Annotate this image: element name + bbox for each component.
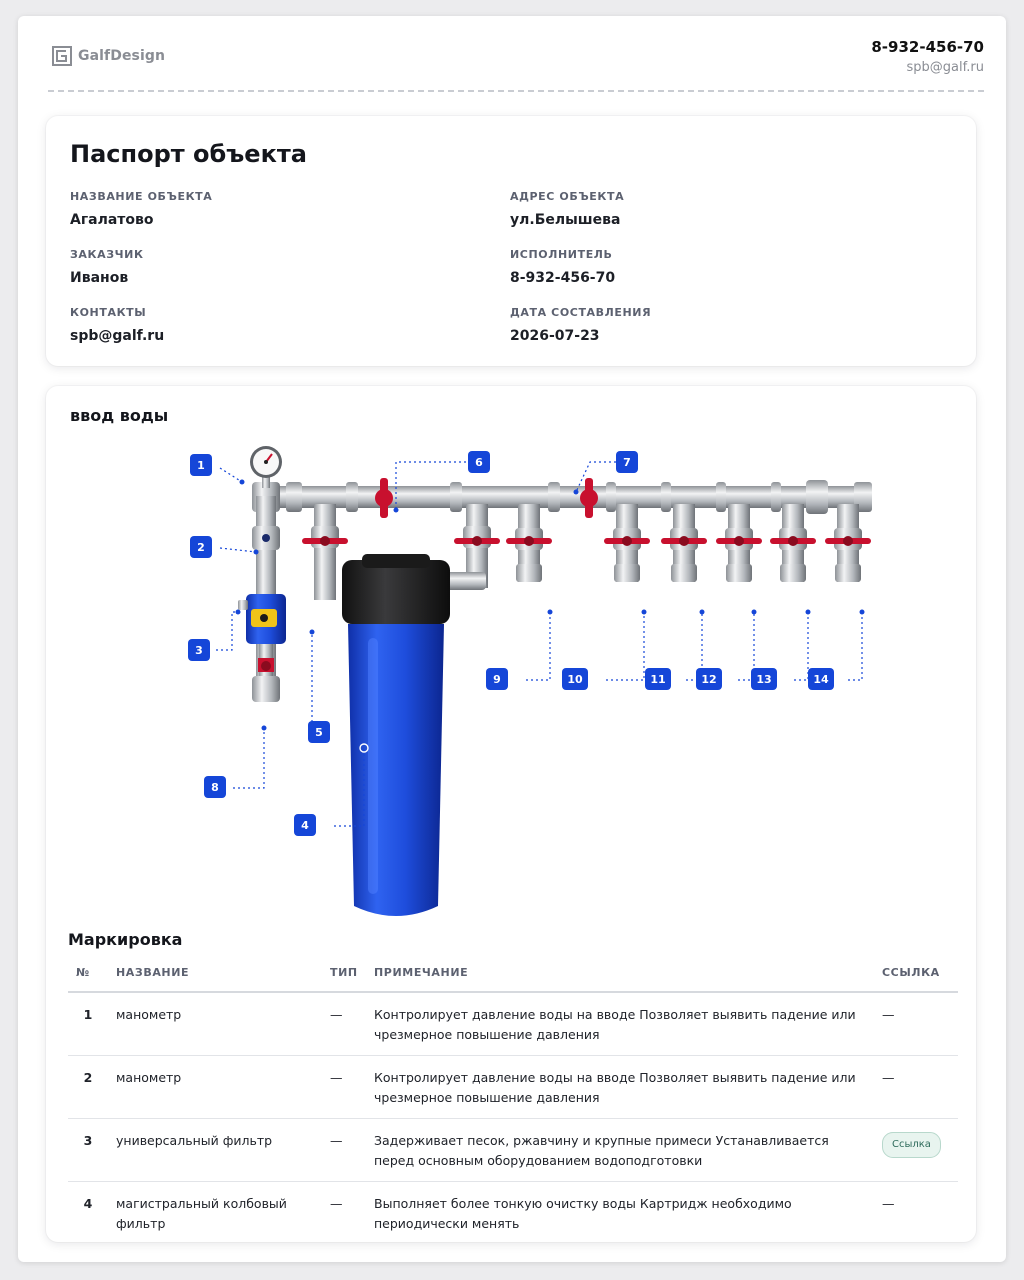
link-badge[interactable]: Ссылка — [882, 1132, 941, 1158]
field-label: КОНТАКТЫ — [70, 306, 147, 319]
header-contacts — [871, 38, 984, 75]
field-label: НАЗВАНИЕ ОБЪЕКТА — [70, 190, 213, 203]
marker-11[interactable] — [645, 668, 671, 690]
logo-text: GalfDesign — [78, 48, 166, 64]
row-name: манометр — [108, 1056, 322, 1119]
row-name: универсальный фильтр — [108, 1119, 322, 1182]
passport-card — [46, 116, 976, 366]
marker-12[interactable] — [696, 668, 722, 690]
field-date — [510, 306, 651, 344]
marker-5[interactable] — [308, 721, 330, 743]
row-type: — — [322, 992, 366, 1056]
svg-text:6: 6 — [475, 456, 483, 469]
col-name: НАЗВАНИЕ — [108, 960, 322, 992]
row-link: — — [882, 1196, 895, 1211]
logo-icon — [52, 46, 72, 66]
row-link-cell — [874, 1119, 958, 1182]
header-phone[interactable]: 8-932-456-70 — [871, 38, 984, 56]
valve-handle-7 — [580, 478, 598, 518]
marker-14[interactable] — [808, 668, 834, 690]
table-row — [68, 1119, 958, 1182]
row-name: магистральный колбовый фильтр — [116, 1196, 287, 1231]
svg-text:12: 12 — [701, 673, 717, 686]
field-label: АДРЕС ОБЪЕКТА — [510, 190, 625, 203]
page-header — [18, 16, 1006, 92]
outlet-branch-9 — [506, 504, 552, 582]
field-value: Агалатово — [70, 212, 154, 228]
row-note: Задерживает песок, ржавчину и крупные примеси Устанавливается перед основным оборудованием водоподготовки — [366, 1119, 874, 1182]
marker-8[interactable] — [204, 776, 226, 798]
field-object-name — [70, 190, 212, 228]
row-type: — — [322, 1056, 366, 1119]
row-type: — — [330, 1196, 343, 1211]
svg-text:2: 2 — [197, 541, 205, 554]
row-num: 2 — [68, 1056, 108, 1119]
field-value: Иванов — [70, 270, 129, 286]
svg-text:9: 9 — [493, 673, 501, 686]
marker-10[interactable] — [562, 668, 588, 690]
water-inlet-scheme — [46, 386, 976, 926]
col-note: ПРИМЕЧАНИЕ — [366, 960, 874, 992]
outlet-branch-14 — [825, 504, 871, 582]
row-name: манометр — [108, 992, 322, 1056]
row-type: — — [322, 1119, 366, 1182]
table-header-row — [68, 960, 958, 992]
marker-1[interactable] — [190, 454, 212, 476]
row-num: 1 — [68, 992, 108, 1056]
row-link: — — [874, 1056, 958, 1119]
svg-text:5: 5 — [315, 726, 323, 739]
marker-13[interactable] — [751, 668, 777, 690]
row-link: — — [874, 992, 958, 1056]
field-contractor — [510, 248, 615, 286]
inlet-riser — [252, 482, 280, 702]
field-value: spb@galf.ru — [70, 328, 165, 344]
field-label: ИСПОЛНИТЕЛЬ — [510, 248, 613, 261]
marker-4[interactable] — [294, 814, 316, 836]
field-value: ул.Белышева — [510, 212, 621, 228]
marker-6[interactable] — [468, 451, 490, 473]
marker-7[interactable] — [616, 451, 638, 473]
scheme-card — [46, 386, 976, 1242]
svg-text:13: 13 — [756, 673, 772, 686]
svg-text:14: 14 — [813, 673, 829, 686]
row-note: Контролирует давление воды на вводе Позволяет выявить падение или чрезмерное повышение давления — [366, 992, 874, 1056]
marker-9[interactable] — [486, 668, 508, 690]
field-value: 2026-07-23 — [510, 328, 600, 344]
universal-filter-icon — [238, 594, 286, 644]
passport-page — [18, 16, 1006, 1262]
logo — [52, 46, 165, 66]
marker-3[interactable] — [188, 639, 210, 661]
field-label: ЗАКАЗЧИК — [70, 248, 144, 261]
outlet-branches — [506, 504, 871, 582]
svg-text:10: 10 — [567, 673, 583, 686]
svg-text:8: 8 — [211, 781, 219, 794]
row-note: Контролирует давление воды на вводе Позволяет выявить падение или чрезмерное повышение давления — [366, 1056, 874, 1119]
marking-table — [68, 960, 958, 1244]
field-contacts — [70, 306, 164, 344]
table-row — [68, 992, 958, 1056]
table-row — [68, 1182, 958, 1245]
col-type: ТИП — [322, 960, 366, 992]
svg-text:11: 11 — [650, 673, 666, 686]
svg-text:1: 1 — [197, 459, 205, 472]
col-num: № — [68, 960, 108, 992]
table-row — [68, 1056, 958, 1119]
field-label: ДАТА СОСТАВЛЕНИЯ — [510, 306, 652, 319]
svg-text:7: 7 — [623, 456, 631, 469]
outlet-branch-11 — [661, 504, 707, 582]
outlet-branch-13 — [770, 504, 816, 582]
marker-2[interactable] — [190, 536, 212, 558]
header-divider — [48, 90, 984, 92]
field-customer — [70, 248, 144, 286]
outlet-branch-12 — [716, 504, 762, 582]
scheme-title: ввод воды — [70, 406, 169, 425]
page-title: Паспорт объекта — [70, 140, 307, 168]
row-note: Выполняет более тонкую очистку воды Картридж необходимо периодически менять — [374, 1196, 792, 1231]
field-value: 8-932-456-70 — [510, 270, 616, 286]
svg-text:4: 4 — [301, 819, 309, 832]
svg-text:3: 3 — [195, 644, 203, 657]
outlet-branch-10 — [604, 504, 650, 582]
field-object-address — [510, 190, 624, 228]
housing-filter-icon — [342, 554, 450, 916]
row-num: 4 — [83, 1196, 93, 1211]
header-email[interactable]: spb@galf.ru — [906, 60, 984, 75]
col-link: ССЫЛКА — [874, 960, 958, 992]
valve-handle-6 — [375, 478, 393, 518]
marking-title: Маркировка — [68, 930, 183, 949]
manifold-pipe — [268, 480, 872, 514]
manometer-icon — [250, 446, 282, 488]
row-num: 3 — [68, 1119, 108, 1182]
